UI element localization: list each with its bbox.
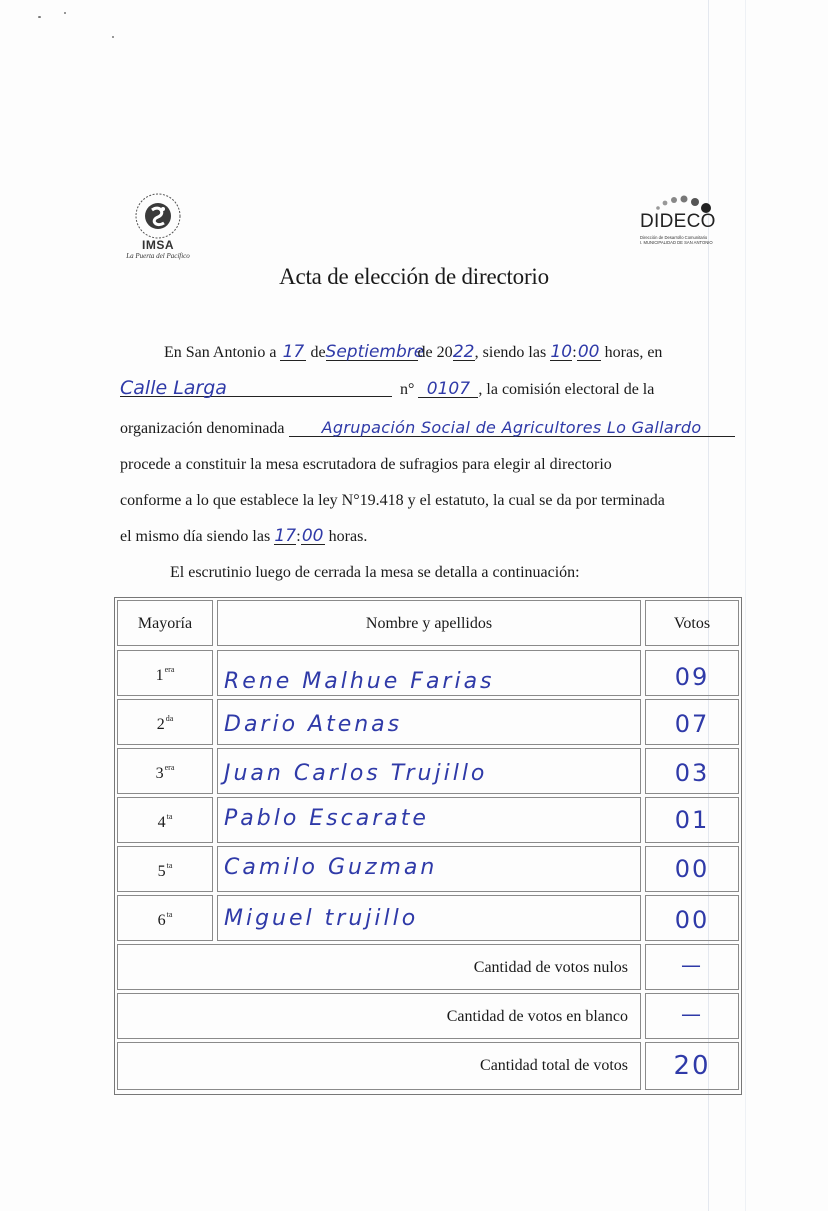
table-row-votes xyxy=(645,797,739,843)
candidate-name: Dario Atenas xyxy=(224,712,403,737)
body-text: organización denominada xyxy=(120,420,285,437)
body-line-1 xyxy=(164,344,662,362)
table-row-name xyxy=(217,748,641,794)
table-row-votes xyxy=(645,699,739,745)
scan-line xyxy=(745,0,746,1211)
dideco-logo xyxy=(636,194,726,256)
rank-label: $2^{da}$ xyxy=(156,714,174,733)
candidate-votes: 00 xyxy=(674,906,710,934)
table-row-rank xyxy=(117,699,213,745)
time-colon: : xyxy=(572,344,577,361)
header-name xyxy=(217,600,641,646)
candidate-name: Camilo Guzman xyxy=(224,855,438,880)
candidate-name: Juan Carlos Trujillo xyxy=(224,761,488,786)
candidate-name: Pablo Escarate xyxy=(224,806,429,831)
body-text: horas. xyxy=(328,528,368,545)
body-line-3 xyxy=(120,420,735,438)
imsa-emblem-icon xyxy=(130,190,186,240)
header-votes-label: Votos xyxy=(673,615,711,632)
body-text: de 20 xyxy=(417,344,453,361)
rank-label: $4^{ta}$ xyxy=(157,812,173,831)
table-row-rank xyxy=(117,846,213,892)
street-field: Calle Larga xyxy=(120,380,392,397)
start-hour-field: 10 xyxy=(550,342,573,362)
table-row-votes xyxy=(645,748,739,794)
body-line-6 xyxy=(120,528,367,546)
body-text: En San Antonio a xyxy=(164,344,277,361)
table-row-name xyxy=(217,699,641,745)
scan-speck xyxy=(112,36,114,38)
start-minute-field: 00 xyxy=(577,342,600,362)
body-text: de xyxy=(310,344,326,361)
candidate-votes: 03 xyxy=(674,759,710,787)
document-title: Acta de elección de directorio xyxy=(279,264,549,289)
body-line-4: procede a constituir la mesa escrutadora de sufragios para elegir al directorio xyxy=(120,456,612,473)
year-field: 22 xyxy=(452,342,475,362)
rank-label: $6^{ta}$ xyxy=(157,910,173,929)
rank-label: $5^{ta}$ xyxy=(157,861,173,880)
total-votes-label: Cantidad total de votos xyxy=(480,1057,628,1074)
candidate-name: Miguel trujillo xyxy=(224,906,419,931)
candidate-votes: 07 xyxy=(674,710,710,738)
end-minute-field: 00 xyxy=(301,526,324,546)
rank-label: $1^{era}$ xyxy=(155,665,175,684)
body-text: , siendo las xyxy=(474,344,547,361)
body-line-5: conforme a lo que establece la ley N°19.418 y el estatuto, la cual se da por terminada xyxy=(120,492,665,509)
scan-speck xyxy=(38,16,41,18)
body-text: el mismo día siendo las xyxy=(120,528,271,545)
imsa-logo-name: IMSA xyxy=(142,238,174,252)
body-line-7: El escrutinio luego de cerrada la mesa se detalla a continuación: xyxy=(170,564,580,581)
day-field: 17 xyxy=(280,344,306,361)
null-votes-value: — xyxy=(681,953,703,977)
candidate-votes: 00 xyxy=(674,855,710,883)
table-row-name xyxy=(217,895,641,941)
total-votes-row xyxy=(117,1042,641,1090)
table-row-name xyxy=(217,650,641,696)
table-row-rank xyxy=(117,797,213,843)
results-table xyxy=(114,597,742,1095)
header-mayoria xyxy=(117,600,213,646)
header-mayoria-label: Mayoría xyxy=(137,615,193,632)
end-hour-field: 17 xyxy=(274,526,297,546)
dideco-subtitle xyxy=(640,235,726,245)
table-row-name xyxy=(217,797,641,843)
street-number-field: 0107 xyxy=(418,381,478,398)
body-text: , la comisión electoral de la xyxy=(478,381,655,398)
time-colon: : xyxy=(296,528,301,545)
dideco-subtitle-line-1: Dirección de Desarrollo Comunitario xyxy=(640,235,708,240)
header-votes xyxy=(645,600,739,646)
month-field: Septiembre xyxy=(325,342,425,362)
imsa-logo xyxy=(112,190,204,266)
rank-label: $3^{era}$ xyxy=(155,763,175,782)
blank-votes-label: Cantidad de votos en blanco xyxy=(446,1008,628,1025)
body-line-2 xyxy=(120,377,655,399)
table-row-rank xyxy=(117,748,213,794)
total-votes-cell xyxy=(645,1042,739,1090)
blank-votes-cell xyxy=(645,993,739,1039)
table-row-votes xyxy=(645,650,739,696)
candidate-name: Rene Malhue Farias xyxy=(224,669,495,694)
table-row-rank xyxy=(117,650,213,696)
total-votes-value: 20 xyxy=(673,1051,711,1081)
organization-field: Agrupación Social de Agricultores Lo Gallardo xyxy=(289,420,735,437)
scan-speck xyxy=(64,12,66,14)
blank-votes-value: — xyxy=(681,1002,703,1026)
candidate-votes: 01 xyxy=(674,806,710,834)
dideco-logo-name: DIDECO xyxy=(640,211,716,232)
table-row-votes xyxy=(645,846,739,892)
blank-votes-row xyxy=(117,993,641,1039)
imsa-tagline: La Puerta del Pacífico xyxy=(126,252,190,260)
number-label: n° xyxy=(400,381,415,398)
header-name-label: Nombre y apellidos xyxy=(365,615,493,632)
null-votes-label: Cantidad de votos nulos xyxy=(473,959,628,976)
table-row-rank xyxy=(117,895,213,941)
table-row-votes xyxy=(645,895,739,941)
candidate-votes: 09 xyxy=(674,663,710,691)
table-row-name xyxy=(217,846,641,892)
null-votes-row xyxy=(117,944,641,990)
dideco-subtitle-line-2: I. MUNICIPALIDAD DE SAN ANTONIO xyxy=(640,240,713,245)
null-votes-cell xyxy=(645,944,739,990)
body-text: horas, en xyxy=(604,344,663,361)
